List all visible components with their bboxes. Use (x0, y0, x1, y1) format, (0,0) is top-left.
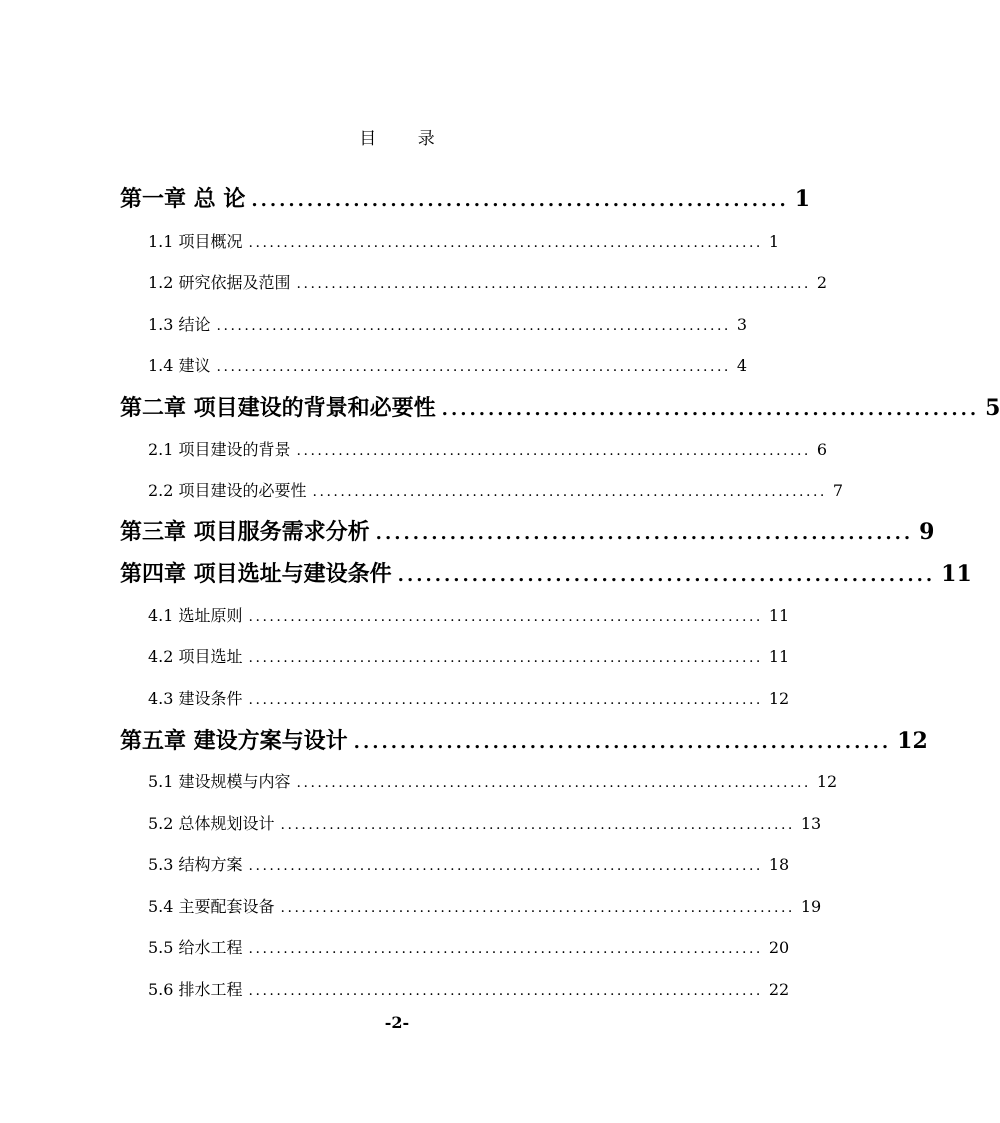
toc-entry-page: 20 (768, 938, 790, 957)
toc-section-entry[interactable] (148, 437, 828, 460)
toc-entry-label: 1.3 结论 (148, 315, 211, 334)
toc-entry-label: 1.4 建议 (148, 356, 211, 375)
toc-entry-label: 第三章 项目服务需求分析 (120, 519, 370, 545)
dot-leader: .......................................................................... (248, 235, 763, 251)
dot-leader: .......................................................................... (248, 650, 763, 666)
toc-title: 目 录 (359, 129, 453, 149)
dot-leader: .......................................................................... (216, 318, 731, 334)
toc-section-entry[interactable] (148, 686, 790, 709)
toc-entry-page: 13 (800, 814, 822, 833)
toc-entry-label: 2.1 项目建设的背景 (148, 440, 291, 459)
dot-leader: .......................................................................... (216, 359, 731, 375)
dot-leader: .......................................................... (353, 732, 892, 753)
toc-entry-page: 11 (768, 606, 790, 625)
toc-section-entry[interactable] (148, 603, 790, 626)
dot-leader: .......................................................... (375, 523, 914, 544)
toc-section-entry[interactable] (148, 977, 790, 1000)
dot-leader: .......................................................... (397, 565, 936, 586)
dot-leader: .......................................................................... (248, 941, 763, 957)
dot-leader: .......................................................................... (248, 858, 763, 874)
dot-leader: .......................................................................... (248, 609, 763, 625)
toc-entry-label: 第四章 项目选址与建设条件 (120, 561, 392, 587)
toc-entry-page: 12 (816, 772, 838, 791)
toc-entry-page: 9 (919, 519, 935, 545)
toc-entry-page: 11 (941, 561, 972, 587)
toc-section-entry[interactable] (148, 769, 838, 792)
toc-entry-label: 5.1 建设规模与内容 (148, 772, 291, 791)
dot-leader: .......................................................................... (296, 775, 811, 791)
toc-entry-page: 5 (985, 395, 1000, 421)
toc-entry-label: 4.2 项目选址 (148, 647, 243, 666)
toc-entry-label: 第一章 总 论 (120, 186, 246, 212)
toc-entry-label: 5.5 给水工程 (148, 938, 243, 957)
toc-entry-label: 1.1 项目概况 (148, 232, 243, 251)
dot-leader: .......................................................................... (280, 900, 795, 916)
toc-chapter-entry[interactable] (120, 391, 1000, 422)
toc-entry-page: 4 (736, 356, 748, 375)
toc-section-entry[interactable] (148, 811, 822, 834)
toc-entry-page: 1 (794, 186, 811, 212)
toc-entry-label: 1.2 研究依据及范围 (148, 273, 291, 292)
toc-entry-label: 5.4 主要配套设备 (148, 897, 275, 916)
toc-entry-page: 22 (768, 980, 790, 999)
toc-entry-label: 4.1 选址原则 (148, 606, 243, 625)
toc-chapter-entry[interactable] (120, 182, 811, 213)
toc-entry-page: 7 (832, 481, 844, 500)
page-number: -2- (384, 1013, 410, 1032)
toc-entry-page: 3 (736, 315, 748, 334)
toc-entry-label: 5.6 排水工程 (148, 980, 243, 999)
toc-section-entry[interactable] (148, 852, 790, 875)
dot-leader: .......................................................... (441, 399, 980, 420)
toc-section-entry[interactable] (148, 229, 780, 252)
toc-entry-label: 第五章 建设方案与设计 (120, 728, 348, 754)
toc-chapter-entry[interactable] (120, 557, 972, 588)
toc-entry-page: 19 (800, 897, 822, 916)
dot-leader: .......................................................................... (280, 817, 795, 833)
dot-leader: .......................................................................... (248, 692, 763, 708)
toc-entry-page: 11 (768, 647, 790, 666)
toc-section-entry[interactable] (148, 312, 748, 335)
toc-chapter-entry[interactable] (120, 724, 928, 755)
dot-leader: .......................................................... (251, 190, 789, 211)
toc-chapter-entry[interactable] (120, 515, 935, 546)
toc-entry-page: 12 (768, 689, 790, 708)
toc-entry-label: 第二章 项目建设的背景和必要性 (120, 395, 436, 421)
toc-entry-page: 1 (768, 232, 780, 251)
toc-entry-page: 18 (768, 855, 790, 874)
toc-entry-label: 5.3 结构方案 (148, 855, 243, 874)
toc-section-entry[interactable] (148, 353, 748, 376)
toc-section-entry[interactable] (148, 478, 844, 501)
toc-section-entry[interactable] (148, 935, 790, 958)
dot-leader: .......................................................................... (296, 276, 811, 292)
toc-entry-page: 6 (816, 440, 828, 459)
dot-leader: .......................................................................... (312, 484, 827, 500)
toc-section-entry[interactable] (148, 270, 828, 293)
toc-entry-label: 4.3 建设条件 (148, 689, 243, 708)
toc-entry-label: 5.2 总体规划设计 (148, 814, 275, 833)
toc-entry-label: 2.2 项目建设的必要性 (148, 481, 307, 500)
toc-entry-page: 2 (816, 273, 828, 292)
toc-section-entry[interactable] (148, 894, 822, 917)
toc-section-entry[interactable] (148, 644, 790, 667)
toc-entry-page: 12 (897, 728, 928, 754)
dot-leader: .......................................................................... (248, 983, 763, 999)
dot-leader: .......................................................................... (296, 443, 811, 459)
